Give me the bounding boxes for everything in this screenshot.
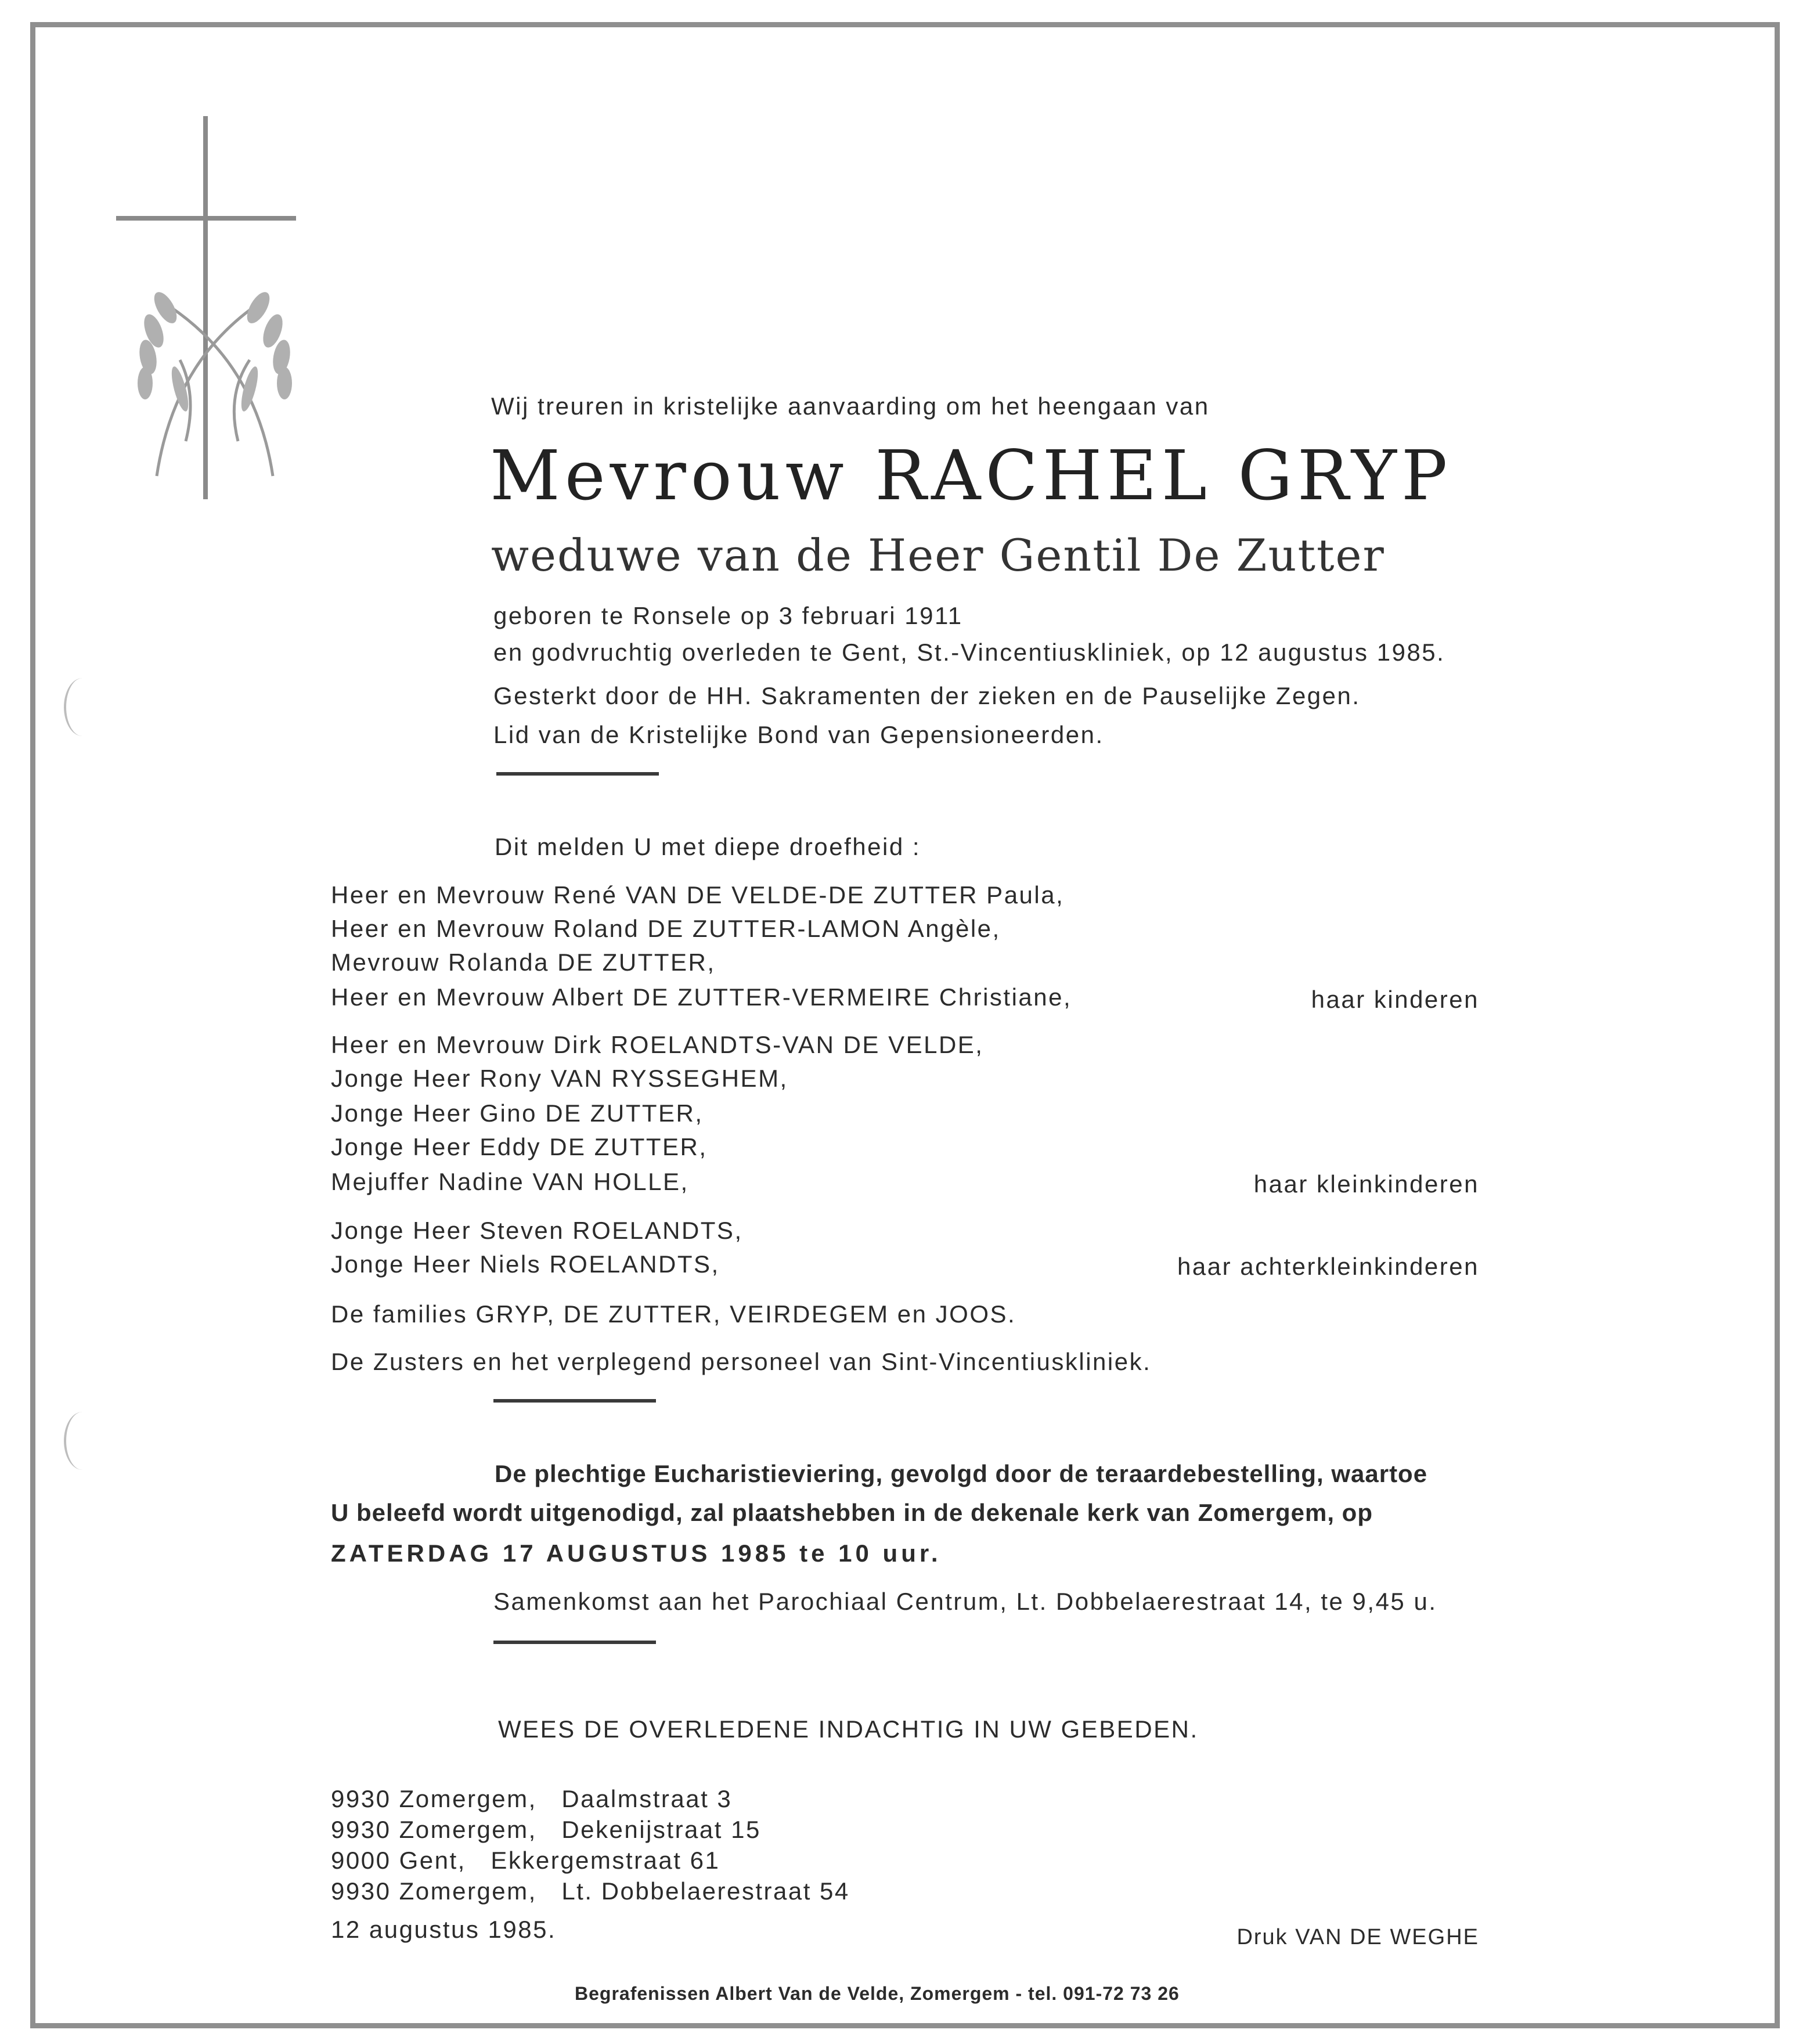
undertaker-footer: Begrafenissen Albert Van de Velde, Zomergem - tel. 091-72 73 26 (575, 1983, 1180, 2004)
families-line: De families GRYP, DE ZUTTER, VEIRDEGEM en JOOS. (331, 1300, 1016, 1328)
address-line: 9930 Zomergem, Daalmstraat 3 (331, 1785, 733, 1812)
list-item: Mevrouw Rolanda DE ZUTTER, (331, 949, 716, 976)
list-item: Jonge Heer Gino DE ZUTTER, (331, 1099, 704, 1127)
prayer-line: WEES DE OVERLEDENE INDACHTIG IN UW GEBEDEN. (498, 1715, 1199, 1743)
printer-credit: Druk VAN DE WEGHE (1236, 1925, 1479, 1949)
list-item: Heer en Mevrouw René VAN DE VELDE-DE ZUTTER Paula, (331, 881, 1065, 909)
intro-text: Wij treuren in kristelijke aanvaarding om het heengaan van (491, 392, 1210, 420)
list-item: Jonge Heer Rony VAN RYSSEGHEM, (331, 1065, 788, 1092)
sisters-line: De Zusters en het verplegend personeel van Sint-Vincentiuskliniek. (331, 1348, 1152, 1375)
punch-hole-top (64, 678, 101, 736)
great-grandchildren-label: haar achterkleinkinderen (1177, 1253, 1479, 1280)
address-line: 9930 Zomergem, Dekenijstraat 15 (331, 1816, 761, 1843)
list-item: Heer en Mevrouw Albert DE ZUTTER-VERMEIRE Christiane, (331, 983, 1072, 1011)
divider-1 (496, 772, 659, 776)
punch-hole-bottom (64, 1412, 101, 1470)
list-item: Jonge Heer Niels ROELANDTS, (331, 1250, 720, 1278)
announce-line: Dit melden U met diepe droefheid : (495, 833, 921, 860)
list-item: Jonge Heer Eddy DE ZUTTER, (331, 1133, 708, 1160)
list-item: Heer en Mevrouw Dirk ROELANDTS-VAN DE VELDE, (331, 1031, 984, 1058)
list-item: Jonge Heer Steven ROELANDTS, (331, 1217, 743, 1244)
grandchildren-label: haar kleinkinderen (1253, 1170, 1479, 1198)
sacraments-line: Gesterkt door de HH. Sakramenten der zieken en de Pauselijke Zegen. (493, 682, 1361, 709)
divider-2 (493, 1399, 656, 1403)
widow-line: weduwe van de Heer Gentil De Zutter (491, 529, 1385, 581)
ceremony-line-2: U beleefd wordt uitgenodigd, zal plaatshebben in de dekenale kerk van Zomergem, op (331, 1499, 1373, 1526)
children-label: haar kinderen (1311, 986, 1479, 1013)
deceased-name: Mevrouw RACHEL GRYP (490, 435, 1452, 515)
member-line: Lid van de Kristelijke Bond van Gepensioneerden. (493, 721, 1104, 748)
born-line: geboren te Ronsele op 3 februari 1911 (493, 602, 963, 629)
date-line: 12 augustus 1985. (331, 1916, 557, 1943)
address-line: 9000 Gent, Ekkergemstraat 61 (331, 1847, 720, 1874)
divider-3 (493, 1641, 656, 1644)
address-line: 9930 Zomergem, Lt. Dobbelaerestraat 54 (331, 1877, 850, 1905)
ceremony-line-1: De plechtige Eucharistieviering, gevolgd door de teraardebestelling, waartoe (495, 1460, 1428, 1487)
list-item: Heer en Mevrouw Roland DE ZUTTER-LAMON Angèle, (331, 915, 1001, 942)
ceremony-line-3: ZATERDAG 17 AUGUSTUS 1985 te 10 uur. (331, 1540, 942, 1567)
cross-wheat-icon (110, 116, 319, 505)
died-line: en godvruchtig overleden te Gent, St.-Vincentiuskliniek, op 12 augustus 1985. (493, 639, 1445, 666)
list-item: Mejuffer Nadine VAN HOLLE, (331, 1168, 689, 1195)
gathering-line: Samenkomst aan het Parochiaal Centrum, Lt. Dobbelaerestraat 14, te 9,45 u. (493, 1588, 1437, 1615)
